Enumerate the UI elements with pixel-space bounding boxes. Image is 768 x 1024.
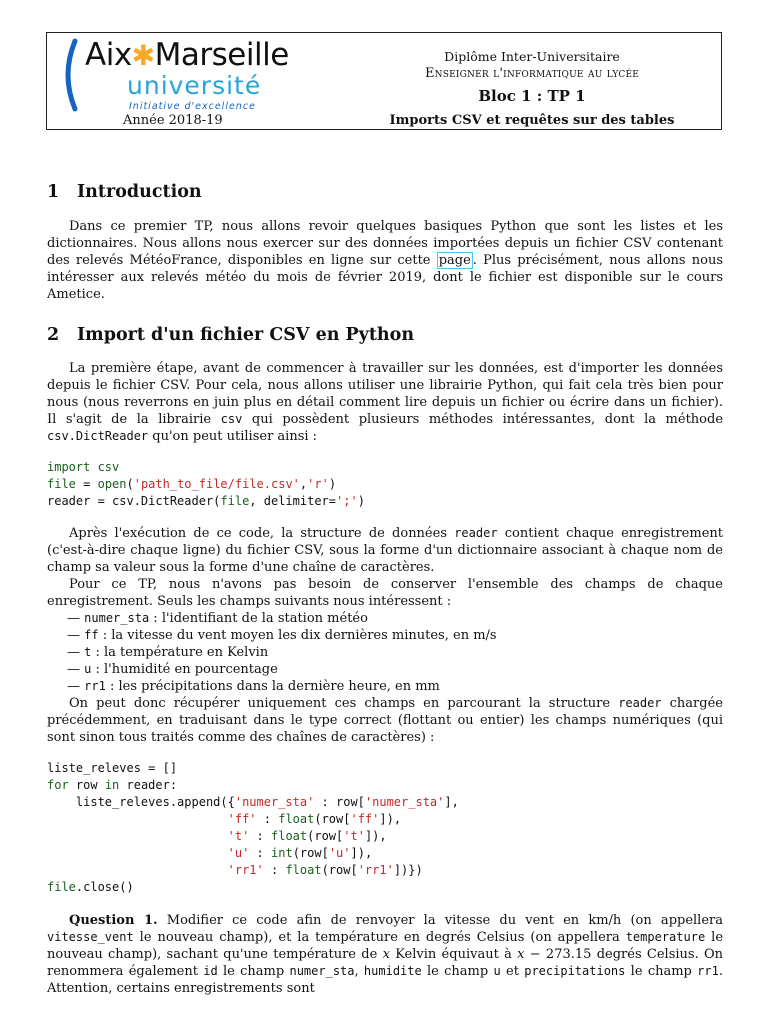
conversion-paragraph [47,695,723,746]
code-string: 'r' [307,477,329,491]
code-text: ) [328,477,337,491]
inline-code: reader [618,696,662,710]
text-span: qui possèdent plusieurs méthodes intéressantes, dont la méthode [242,412,724,427]
import-paragraph [47,360,723,445]
inline-code: t [84,645,92,659]
text-span: chargée précédemment, en traduisant dans le type correct (flottant ou entier) les champs numériques (qui sont sinon tous traités comme des chaînes de caractères) : [47,696,723,745]
code-text: liste_releves.append({ [47,795,235,809]
header-block: Bloc 1 : TP 1 [478,87,586,105]
page-link[interactable]: page [438,253,471,268]
math-var: x [517,947,525,962]
text-span: le nouveau champ), et la température en degrés Celsius (on appellera [133,930,626,945]
code-text: ], [444,795,459,809]
code-string: 't' [343,829,365,843]
logo-star-icon: ✱ [131,39,155,72]
reader-paragraph [47,525,723,576]
code-text: csv [90,460,120,474]
code-text: ]), [364,829,387,843]
inline-code: u [493,964,501,978]
inline-code: ff [84,628,99,642]
amu-logo [55,35,335,115]
text-span: le champ [625,964,698,979]
inline-code: csv.DictReader [47,429,149,443]
code-text: , delimiter= [249,494,336,508]
code-text: (row[ [307,829,344,843]
inline-code: u [84,662,92,676]
section-title: Import d'un fichier CSV en Python [77,325,415,345]
text-span: et [500,964,525,979]
question-label: Question 1. [69,913,158,928]
code-text: (row[ [314,812,351,826]
code-builtin: int [271,846,293,860]
code-text: .close() [75,880,134,894]
header-subject: Imports CSV et requêtes sur des tables [389,113,675,128]
header-diploma: Diplôme Inter-Universitaire [444,49,620,64]
inline-code: temperature [625,930,706,944]
code-builtin: file [220,494,250,508]
list-item [67,610,723,627]
inline-code: precipitations [524,964,626,978]
text-span: La première étape, avant de commencer à travailler sur les données, est d'importer les données depuis le fichier CSV. Pour cela, nous allons utiliser une librairie Python, qui fait cela très bien pour nous (nous reverrons en juin plus en détail comment lire depuis un fichier ou écrire dans un fichier). Il s'agit de la librairie [47,361,723,427]
inline-code: humidite [363,964,422,978]
code-indent [47,829,228,843]
code-string: 'u' [227,846,250,860]
text-span: : la vitesse du vent moyen les dix dernières minutes, en m/s [98,628,497,643]
list-item [67,678,723,695]
text-span: . Attention, certains enregistrements sont [47,964,723,996]
code-text: = [75,477,98,491]
text-span: le champ [421,964,494,979]
text-span: qu'on peut utiliser ainsi : [148,429,318,444]
inline-code: numer_sta [84,611,150,625]
code-block-import [47,459,723,510]
code-text: : [263,863,286,877]
code-text: reader: [119,778,178,792]
code-indent [47,846,228,860]
code-text: row [68,778,105,792]
math-var: x [382,947,390,962]
code-string: 'numer_sta' [364,795,445,809]
code-builtin: float [285,863,322,877]
inline-code: rr1 [697,964,719,978]
list-item [67,661,723,678]
text-span: , [354,964,364,979]
code-text: ( [126,477,134,491]
document-body [47,182,723,997]
text-span: − 273.15 degrés Celsius. On renommera également [47,947,724,979]
code-string: 'path_to_file/file.csv' [133,477,300,491]
logo-text-universite: université [127,71,262,100]
code-text: liste_releves = [] [47,761,178,775]
section-title: Introduction [77,182,202,202]
code-builtin: float [278,812,315,826]
code-text: ) [357,494,365,508]
academic-year: Année 2018-19 [123,113,223,128]
section-number: 2 [47,325,60,345]
text-span: : les précipitations dans la dernière heure, en mm [105,679,440,694]
inline-code: rr1 [84,679,106,693]
code-text: ]), [350,846,373,860]
code-text: ]), [379,812,402,826]
inline-code: vitesse_vent [47,930,134,944]
code-block-releves [47,760,723,896]
logo-text-aix: Aix [85,37,132,73]
code-keyword: import [47,460,91,474]
code-text: : [249,846,271,860]
header-titles [347,49,717,128]
text-span: Dans ce premier TP, nous allons revoir quelques basiques Python que sont les listes et les dictionnaires. Nous allons nous exercer sur des données importées depuis un fichier CSV contenant des relevés MétéoFrance, disponibles en ligne sur cette [47,219,723,268]
inline-code: id [203,964,218,978]
list-item [67,627,723,644]
text-span: Modifier ce code afin de renvoyer la vitesse du vent en km/h (on appellera [157,913,723,928]
question-1 [47,912,723,997]
code-string: 'u' [328,846,351,860]
text-span: contient chaque enregistrement (c'est-à-dire chaque ligne) du fichier CSV, sous la forme d'un dictionnaire associant à chaque nom de champ sa valeur sous la forme d'une chaîne de caractères. [47,526,723,575]
code-keyword: in [104,778,120,792]
code-indent [47,812,228,826]
text-span: : l'humidité en pourcentage [91,662,278,677]
code-text: , [299,477,308,491]
code-text: (row[ [321,863,358,877]
code-text: (row[ [292,846,329,860]
list-item [67,644,723,661]
code-string: ';' [336,494,358,508]
section-number: 1 [47,182,60,202]
text-span: Kelvin équivaut à [389,947,518,962]
code-text: : [249,829,271,843]
fields-intro-paragraph: Pour ce TP, nous n'avons pas besoin de conserver l'ensemble des champs de chaque enregistrement. Seuls les champs suivants nous intéressent : [47,577,723,609]
text-span: le nouveau champ), sachant qu'une température de [47,930,724,962]
code-builtin: float [271,829,308,843]
header-course: Enseigner l'informatique au lycée [424,66,640,81]
code-indent [47,863,228,877]
code-text: : row[ [314,795,365,809]
inline-code: numer_sta [289,964,355,978]
logo-text-marseille: Marseille [154,37,289,73]
text-span: On peut donc récupérer uniquement ces champs en parcourant la structure [69,696,619,711]
inline-code: csv [220,412,243,426]
code-string: 't' [227,829,250,843]
document-header [46,32,722,130]
section-heading-2 [47,325,723,345]
code-text: ])}) [393,863,423,877]
code-text: reader = csv.DictReader( [47,494,221,508]
inline-code: reader [454,526,498,540]
intro-paragraph [47,218,723,303]
fields-list [47,610,723,695]
code-builtin: open [97,477,127,491]
section-heading-1 [47,182,723,202]
code-string: 'ff' [350,812,380,826]
code-text: : [256,812,279,826]
text-span: le champ [217,964,290,979]
text-span: : la température en Kelvin [91,645,269,660]
logo-tagline: Initiative d'excellence [129,101,256,112]
text-span: . Plus précisément, nous allons nous intéresser aux relevés météo du mois de février 2019, dont le fichier est disponible sur le cours Ametice. [47,253,723,302]
text-span: : l'identifiant de la station météo [149,611,368,626]
code-string: 'rr1' [227,863,264,877]
code-builtin: file [47,477,76,491]
code-string: 'ff' [227,812,257,826]
code-string: 'rr1' [357,863,394,877]
code-string: 'numer_sta' [234,795,315,809]
text-span: Après l'exécution de ce code, la structure de données [69,526,455,541]
code-builtin: file [47,880,76,894]
code-keyword: for [47,778,69,792]
